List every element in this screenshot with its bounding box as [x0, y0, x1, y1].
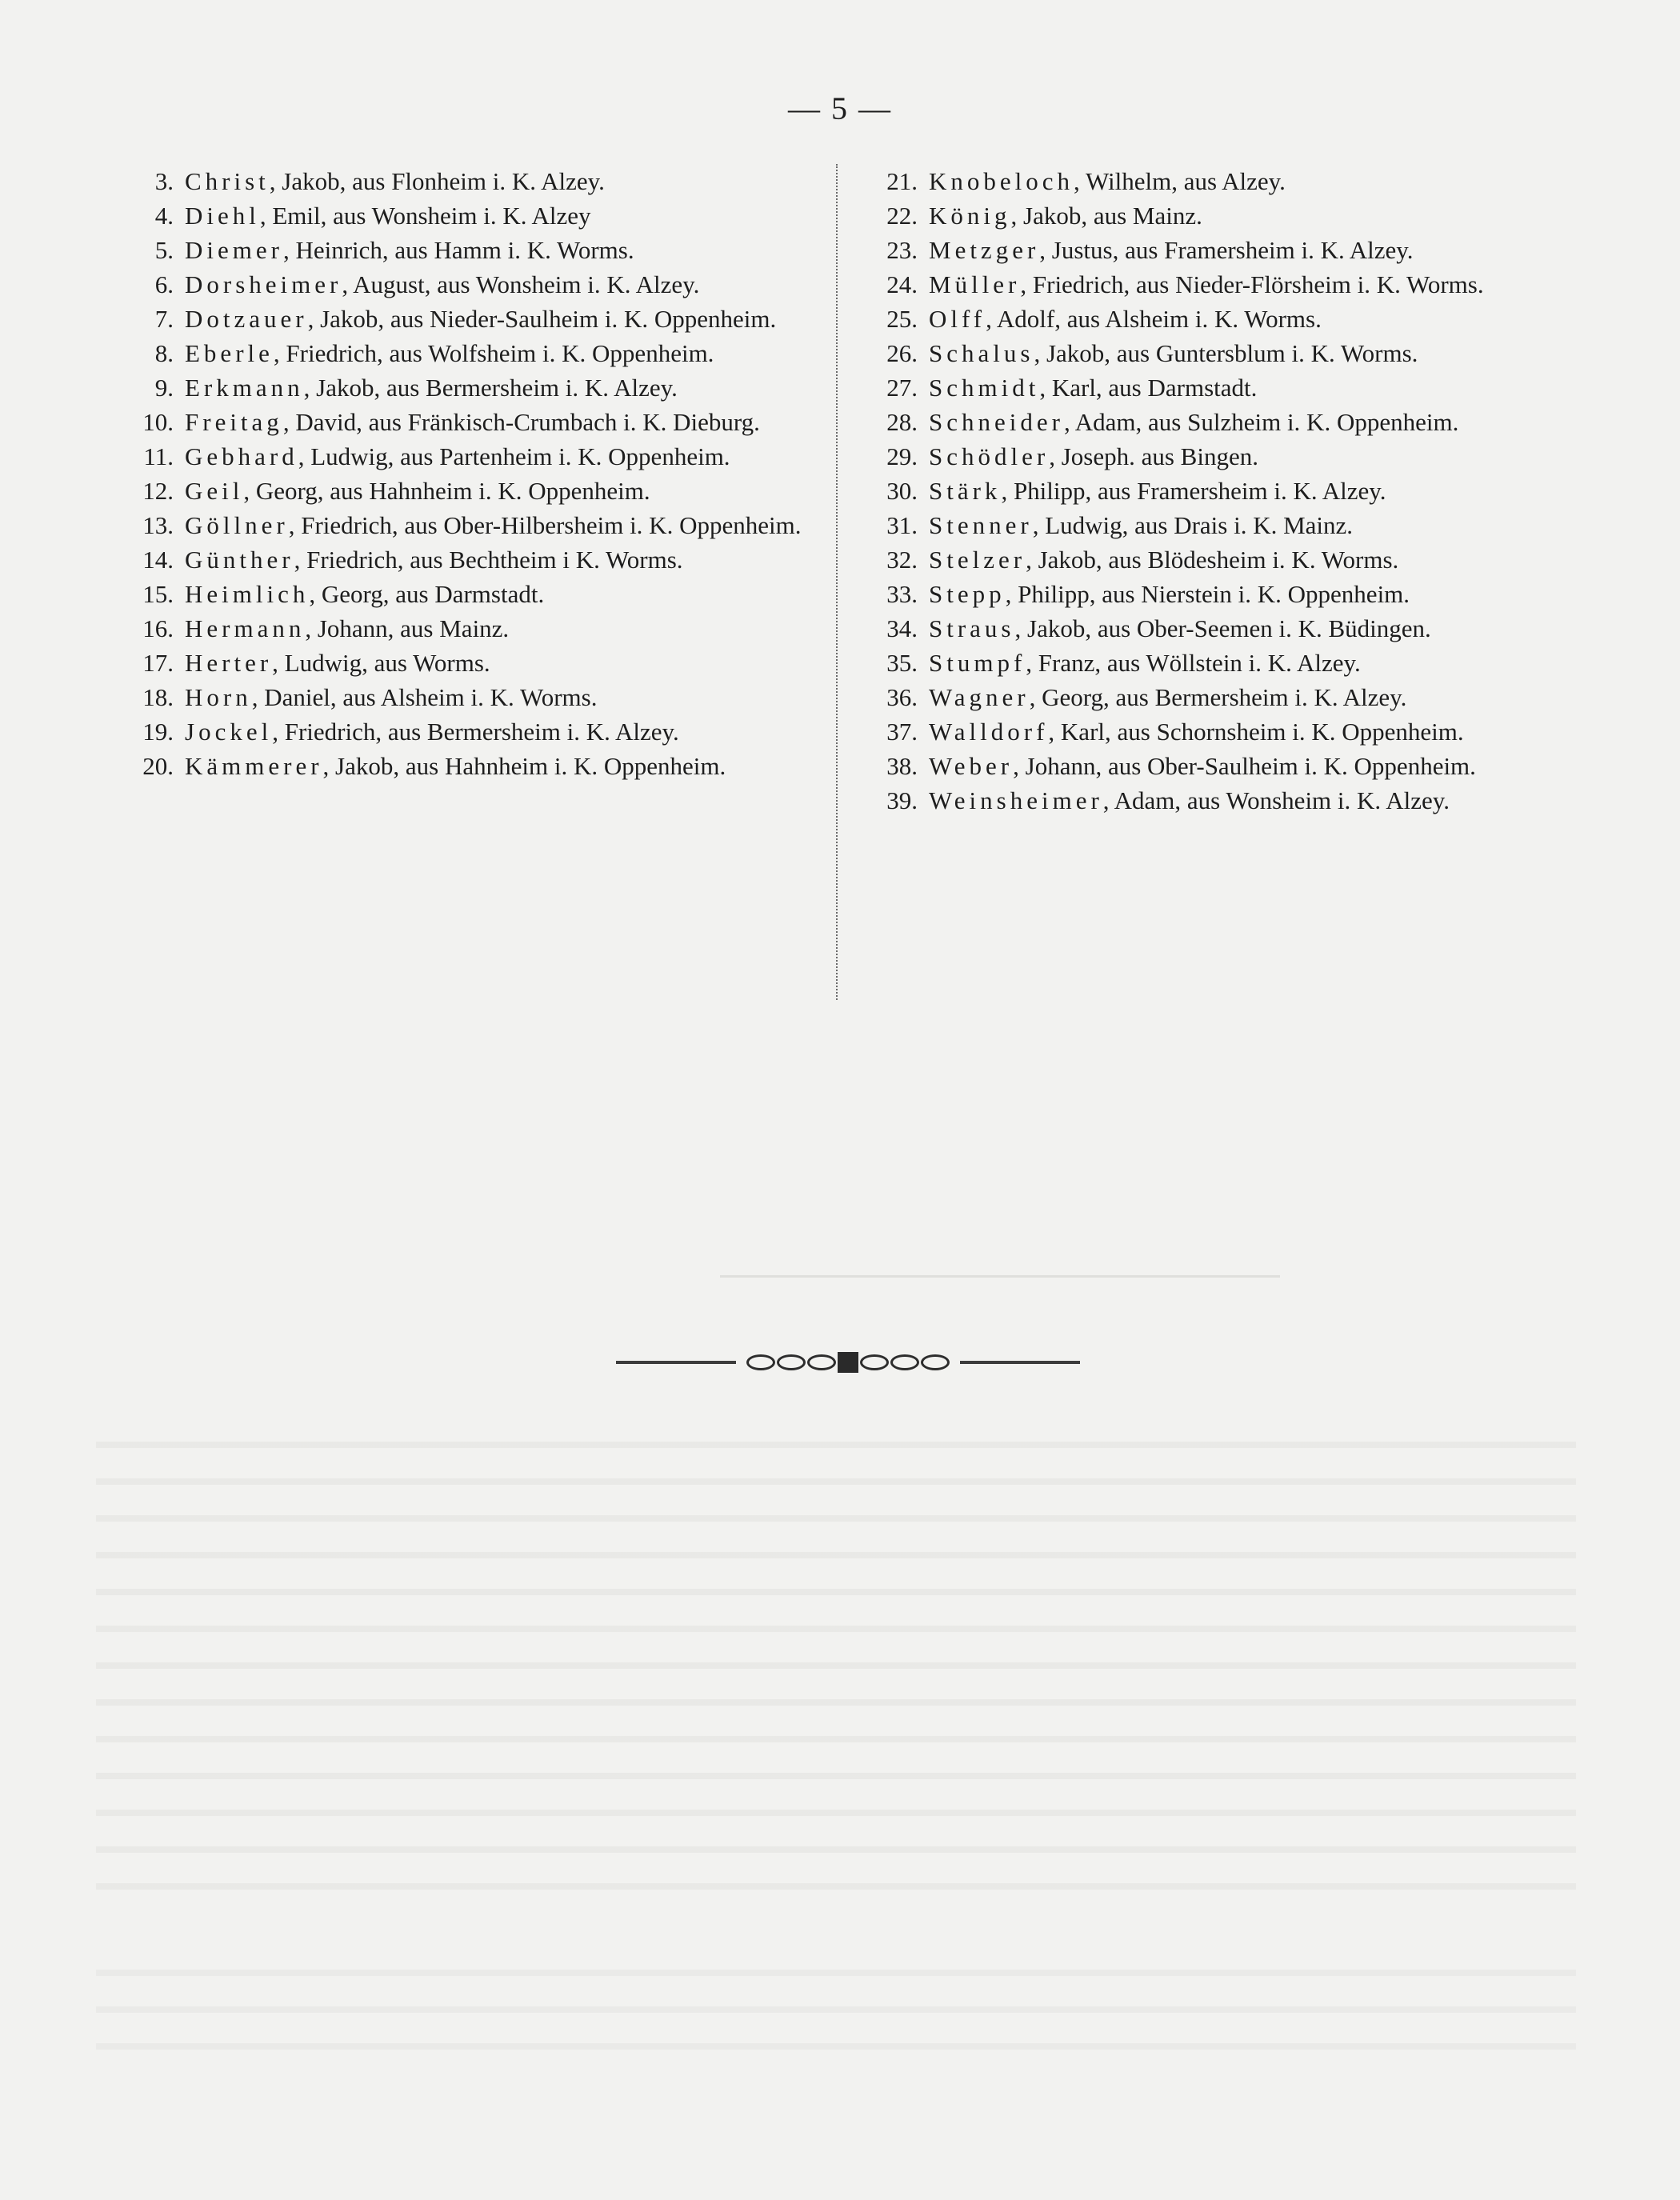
entry-number: 18. [142, 683, 174, 711]
entry-number: 39. [886, 786, 918, 814]
column-divider [836, 164, 838, 1000]
entry-surname: Walldorf [929, 718, 1049, 746]
entry-details: , Ludwig, aus Drais i. K. Mainz. [1032, 511, 1354, 539]
entry-surname: Stenner [929, 511, 1033, 539]
list-item [868, 680, 1564, 714]
entry-number: 36. [886, 683, 918, 711]
entry-number: 8. [154, 339, 174, 367]
list-item [124, 646, 804, 680]
entry-number: 16. [142, 614, 174, 642]
list-item [124, 474, 804, 508]
entry-number: 24. [886, 270, 918, 298]
entry-surname: Geil [185, 477, 244, 505]
entry-number: 29. [886, 442, 918, 470]
entry-details: , Ludwig, aus Worms. [272, 649, 490, 677]
list-item [868, 302, 1564, 336]
entry-details: , Jakob, aus Nieder-Saulheim i. K. Oppenheim. [307, 305, 777, 333]
list-item [124, 508, 804, 542]
entry-details: , Daniel, aus Alsheim i. K. Worms. [251, 683, 598, 711]
entry-details: , Georg, aus Darmstadt. [309, 580, 545, 608]
list-item [868, 198, 1564, 233]
decorative-rule-ornament [616, 1350, 1080, 1374]
entry-surname: Günther [185, 546, 294, 574]
entry-details: , Philipp, aus Nierstein i. K. Oppenheim. [1005, 580, 1410, 608]
entry-surname: Weber [929, 752, 1014, 780]
entry-details: , Friedrich, aus Nieder-Flörsheim i. K. Worms. [1020, 270, 1484, 298]
entry-details: , Jakob, aus Guntersblum i. K. Worms. [1034, 339, 1418, 367]
entry-surname: Weinsheimer [929, 786, 1103, 814]
entry-details: , Justus, aus Framersheim i. K. Alzey. [1039, 236, 1414, 264]
entry-surname: Metzger [929, 236, 1040, 264]
entry-surname: Herter [185, 649, 273, 677]
list-item [868, 714, 1564, 749]
entry-surname: Schalus [929, 339, 1034, 367]
entry-surname: Stumpf [929, 649, 1026, 677]
entry-surname: Göllner [185, 511, 289, 539]
list-item [124, 542, 804, 577]
entry-surname: Stepp [929, 580, 1006, 608]
entry-details: , Adam, aus Wonsheim i. K. Alzey. [1102, 786, 1450, 814]
entry-surname: Schmidt [929, 374, 1040, 402]
entry-surname: Kämmerer [185, 752, 323, 780]
entry-surname: Freitag [185, 408, 283, 436]
entry-number: 23. [886, 236, 918, 264]
entry-number: 11. [143, 442, 174, 470]
entry-details: , August, aus Wonsheim i. K. Alzey. [342, 270, 700, 298]
list-item [124, 749, 804, 783]
entry-surname: Diehl [185, 202, 260, 230]
list-item [868, 164, 1564, 198]
list-item [868, 336, 1564, 370]
entry-number: 19. [142, 718, 174, 746]
entry-number: 10. [142, 408, 174, 436]
entry-details: , Heinrich, aus Hamm i. K. Worms. [282, 236, 634, 264]
entry-details: , Jakob, aus Bermersheim i. K. Alzey. [303, 374, 678, 402]
list-item [124, 680, 804, 714]
entry-surname: Heimlich [185, 580, 310, 608]
entry-number: 38. [886, 752, 918, 780]
entry-number: 32. [886, 546, 918, 574]
list-item [868, 439, 1564, 474]
entry-details: , Philipp, aus Framersheim i. K. Alzey. [1001, 477, 1386, 505]
entry-surname: Horn [185, 683, 252, 711]
entry-details: , Karl, aus Darmstadt. [1039, 374, 1258, 402]
list-item [124, 577, 804, 611]
entry-surname: Christ [185, 167, 270, 195]
entry-surname: Gebhard [185, 442, 298, 470]
entry-details: , Adolf, aus Alsheim i. K. Worms. [986, 305, 1322, 333]
entry-surname: Olff [929, 305, 986, 333]
list-item [868, 611, 1564, 646]
entry-surname: Dotzauer [185, 305, 308, 333]
entry-details: , Jakob, aus Ober-Seemen i. K. Büdingen. [1014, 614, 1431, 642]
entry-surname: Müller [929, 270, 1021, 298]
list-item [868, 370, 1564, 405]
entry-number: 28. [886, 408, 918, 436]
entry-surname: Knobeloch [929, 167, 1074, 195]
entry-number: 35. [886, 649, 918, 677]
list-item [868, 508, 1564, 542]
entry-details: , Franz, aus Wöllstein i. K. Alzey. [1026, 649, 1361, 677]
list-item [868, 474, 1564, 508]
entry-details: , Emil, aus Wonsheim i. K. Alzey [259, 202, 591, 230]
list-item [124, 439, 804, 474]
entry-details: , Jakob, aus Blödesheim i. K. Worms. [1026, 546, 1399, 574]
entry-number: 22. [886, 202, 918, 230]
entry-surname: Diemer [185, 236, 283, 264]
entry-number: 34. [886, 614, 918, 642]
entry-number: 26. [886, 339, 918, 367]
entry-surname: Straus [929, 614, 1015, 642]
entry-details: , Friedrich, aus Bechtheim i K. Worms. [294, 546, 683, 574]
right-column [868, 164, 1564, 818]
entry-number: 12. [142, 477, 174, 505]
entry-number: 37. [886, 718, 918, 746]
entry-surname: Erkmann [185, 374, 304, 402]
entry-surname: Eberle [185, 339, 274, 367]
list-item [124, 370, 804, 405]
entry-number: 31. [886, 511, 918, 539]
entry-details: , Georg, aus Bermersheim i. K. Alzey. [1029, 683, 1407, 711]
entry-details: , David, aus Fränkisch-Crumbach i. K. Dieburg. [282, 408, 760, 436]
entry-details: , Adam, aus Sulzheim i. K. Oppenheim. [1063, 408, 1459, 436]
entry-details: , Friedrich, aus Wolfsheim i. K. Oppenheim. [273, 339, 714, 367]
left-column [124, 164, 804, 783]
list-item [124, 164, 804, 198]
entry-number: 3. [154, 167, 174, 195]
list-item [124, 714, 804, 749]
entry-details: , Georg, aus Hahnheim i. K. Oppenheim. [243, 477, 650, 505]
entry-number: 14. [142, 546, 174, 574]
entry-number: 9. [154, 374, 174, 402]
list-item [124, 233, 804, 267]
entry-details: , Friedrich, aus Ober-Hilbersheim i. K. Oppenheim. [288, 511, 802, 539]
entry-number: 20. [142, 752, 174, 780]
list-item [124, 405, 804, 439]
entry-number: 5. [154, 236, 174, 264]
entry-surname: Schödler [929, 442, 1050, 470]
list-item [124, 267, 804, 302]
list-item [868, 577, 1564, 611]
entry-surname: Hermann [185, 614, 306, 642]
list-item [868, 749, 1564, 783]
entry-number: 17. [142, 649, 174, 677]
list-item [124, 198, 804, 233]
entry-surname: Wagner [929, 683, 1030, 711]
list-item [868, 646, 1564, 680]
list-item [868, 542, 1564, 577]
entry-details: , Johann, aus Ober-Saulheim i. K. Oppenheim. [1013, 752, 1476, 780]
list-item [124, 611, 804, 646]
entry-details: , Friedrich, aus Bermersheim i. K. Alzey. [272, 718, 679, 746]
entry-surname: König [929, 202, 1011, 230]
entry-number: 21. [886, 167, 918, 195]
entry-surname: Stärk [929, 477, 1002, 505]
entry-number: 33. [886, 580, 918, 608]
list-item [868, 405, 1564, 439]
entry-number: 25. [886, 305, 918, 333]
entry-number: 7. [154, 305, 174, 333]
entry-number: 15. [142, 580, 174, 608]
entry-number: 13. [142, 511, 174, 539]
entry-number: 4. [154, 202, 174, 230]
entry-surname: Stelzer [929, 546, 1026, 574]
list-item [868, 267, 1564, 302]
page-number: — 5 — [788, 90, 892, 126]
list-item [124, 336, 804, 370]
entry-number: 6. [154, 270, 174, 298]
entry-details: , Jakob, aus Flonheim i. K. Alzey. [269, 167, 605, 195]
entry-surname: Schneider [929, 408, 1064, 436]
list-item [868, 783, 1564, 818]
list-item [124, 302, 804, 336]
entry-details: , Jakob, aus Hahnheim i. K. Oppenheim. [322, 752, 726, 780]
entry-details: , Johann, aus Mainz. [305, 614, 510, 642]
list-item [868, 233, 1564, 267]
entry-details: , Joseph. aus Bingen. [1049, 442, 1258, 470]
entry-details: , Wilhelm, aus Alzey. [1074, 167, 1286, 195]
entry-surname: Jockel [185, 718, 273, 746]
entry-number: 30. [886, 477, 918, 505]
entry-details: , Karl, aus Schornsheim i. K. Oppenheim. [1048, 718, 1464, 746]
entry-details: , Ludwig, aus Partenheim i. K. Oppenheim. [298, 442, 730, 470]
entry-number: 27. [886, 374, 918, 402]
entry-details: , Jakob, aus Mainz. [1010, 202, 1202, 230]
entry-surname: Dorsheimer [185, 270, 342, 298]
